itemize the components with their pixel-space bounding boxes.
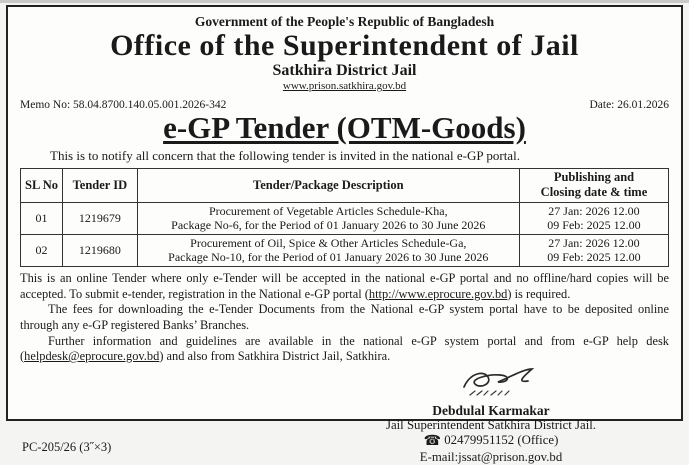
signatory-name: Debdulal Karmakar [432,402,550,418]
scan-edge-strip [0,0,689,3]
col-header-description: Tender/Package Description [137,169,519,203]
page-title: e-GP Tender (OTM-Goods) [163,109,526,145]
body-text [20,271,669,365]
paragraph-online-tender: This is an online Tender where only e-Tender will be accepted in the national e-GP portal and no offline/hard copies will be accepted. To submit e-tender, registration in the National e-GP portal (http://www.eprocure.gov.bd) is required. [20,271,669,301]
cell-sl: 01 [21,202,63,234]
col-header-sl: SL No [21,169,63,203]
signature-block [341,365,641,465]
email-line: E-mail:jssat@prison.gov.bd [419,449,563,464]
notice-line: This is to notify all concern that the following tender is invited in the national e-GP portal. [50,148,520,164]
paragraph-further-info: Further information and guidelines are available in the national e-GP system portal and from e-GP help desk (helpdesk@eprocure.gov.bd) and also from Satkhira District Jail, Satkhira. [20,333,669,364]
government-line: Government of the People's Republic of Bangladesh [194,14,495,29]
helpdesk-email-link[interactable]: helpdesk@eprocure.gov.bd [24,349,160,364]
paragraph-fees: The fees for downloading the e-Tender Documents from the National e-GP system portal have to be deposited online through any e-GP registered Banks’ Branches. [20,302,669,332]
cell-description: Procurement of Oil, Spice & Other Articles Schedule-Ga, Package No-10, for the Period of 01 January 2026 to 30 June 2026 [137,234,519,266]
phone-icon: ☎ [423,434,442,450]
eprocure-link[interactable]: http://www.eprocure.gov.bd [368,286,508,301]
cell-tender-id: 1219680 [63,234,138,266]
signatory-designation: Jail Superintendent Satkhira District Jail. [385,418,597,433]
cell-description: Procurement of Vegetable Articles Schedule-Kha, Package No-6, for the Period of 01 January 2026 to 30 June 2026 [137,202,519,234]
cell-dates: 27 Jan: 2026 12.00 09 Feb: 2025 12.00 [519,234,668,266]
tender-table [20,168,669,267]
cell-tender-id: 1219679 [63,202,138,234]
memo-date: Date: 26.01.2026 [589,98,669,111]
bottom-zone [20,365,669,464]
tender-notice-document [6,5,683,464]
institution-name: Satkhira District Jail [272,62,417,80]
cell-dates: 27 Jan: 2026 12.00 09 Feb: 2025 12.00 [519,202,668,234]
col-header-tender-id: Tender ID [63,169,138,203]
cell-sl: 02 [21,234,63,266]
website-link[interactable]: www.prison.satkhira.gov.bd [282,79,407,92]
office-title: Office of the Superintendent of Jail [110,29,579,62]
signature-scribble [341,365,641,403]
table-row [21,202,669,234]
website-line [20,80,669,92]
print-code: PC-205/26 (3˝×3) [22,439,112,454]
table-row [21,234,669,266]
table-header-row [21,169,669,203]
col-header-publishing: Publishing and Closing date & time [519,169,668,203]
phone-line: ☎ 02479951152 (Office) [423,433,559,450]
memo-number: Memo No: 58.04.8700.140.05.001.2026-342 [20,98,227,111]
